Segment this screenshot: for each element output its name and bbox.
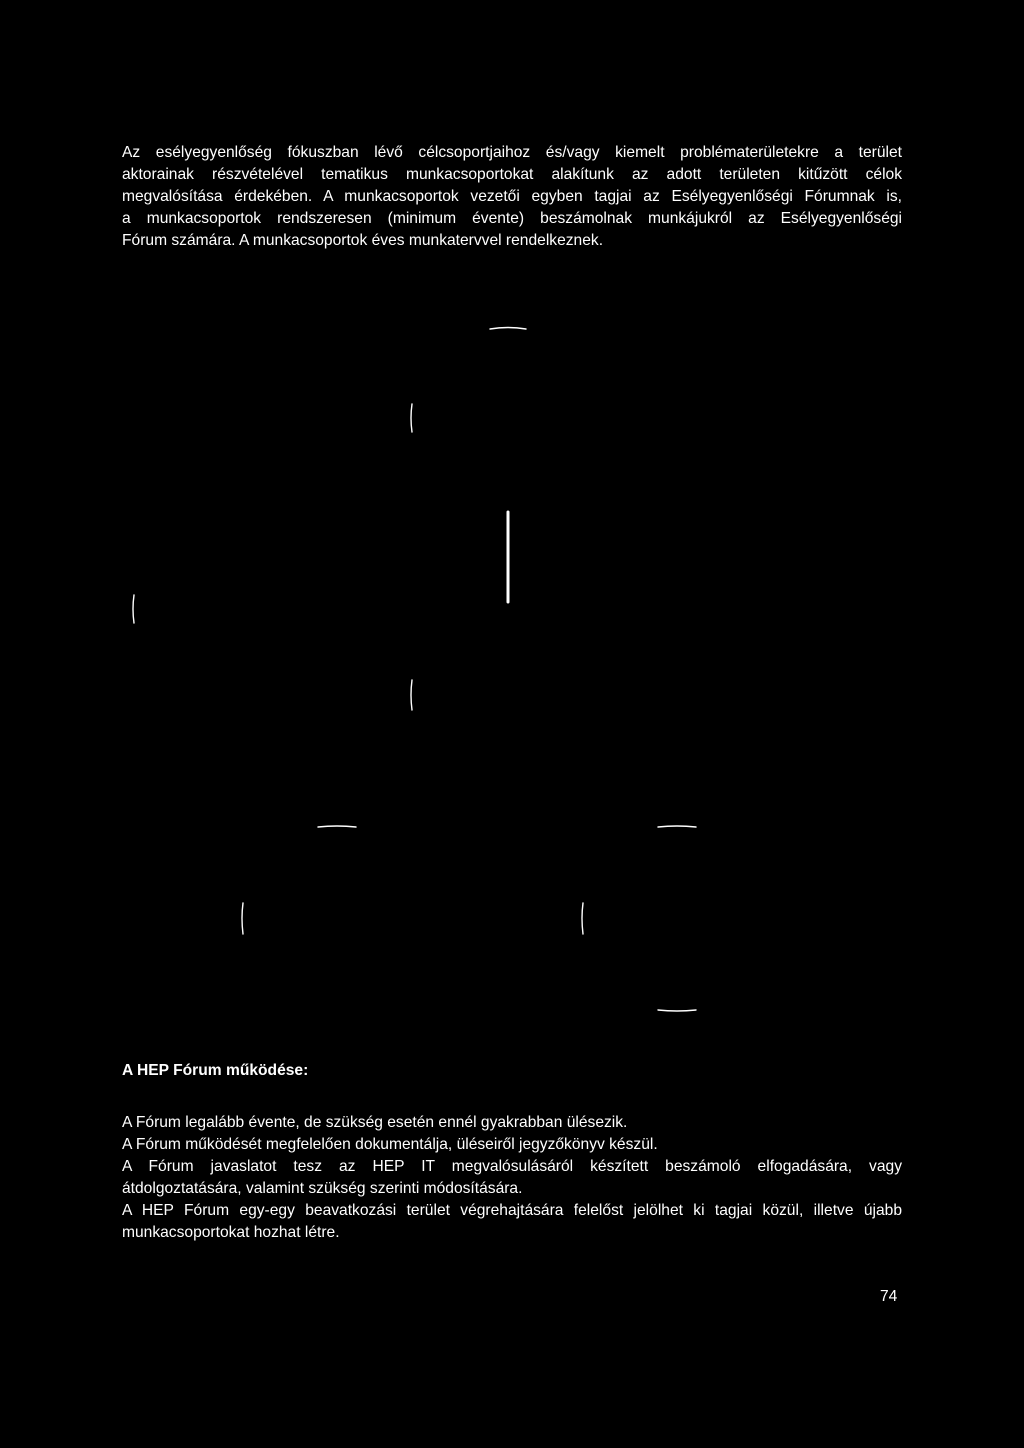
top-box-edge xyxy=(490,328,526,330)
intro-line: megvalósítása érdekében. A munkacsoportok vezetői egyben tagjai az Esélyegyenlőségi Fórumnak is, xyxy=(122,188,902,205)
intro-line: a munkacsoportok rendszeresen (minimum évente) beszámolnak munkájukról az Esélyegyenlőségi xyxy=(122,210,902,227)
intro-line: Fórum számára. A munkacsoportok éves munkatervvel rendelkeznek. xyxy=(122,232,604,249)
section-title: A HEP Fórum működése: xyxy=(122,1062,309,1079)
intro-line: aktorainak részvételével tematikus munkacsoportokat alakítunk az adott területen kitűzött célok xyxy=(122,166,902,183)
box-left-bracket xyxy=(411,680,412,710)
rule-line: A Fórum működését megfelelően dokumentálja, üléseiről jegyzőkönyv készül. xyxy=(122,1136,658,1153)
org-diagram-remnants xyxy=(0,300,1024,1040)
box-bottom-edge xyxy=(658,1010,696,1011)
rule-line: A Fórum legalább évente, de szükség esetén ennél gyakrabban ülésezik. xyxy=(122,1114,628,1131)
box-left-bracket xyxy=(582,903,583,934)
box-left-bracket xyxy=(242,903,243,934)
intro-paragraph xyxy=(122,142,902,252)
box-left-bracket xyxy=(133,595,134,623)
rule-line: A Fórum javaslatot tesz az HEP IT megvalósulásáról készített beszámoló elfogadására, vagy xyxy=(122,1158,902,1175)
rule-line: munkacsoportokat hozhat létre. xyxy=(122,1224,340,1241)
page-number: 74 xyxy=(880,1288,898,1305)
forum-rules xyxy=(122,1112,902,1244)
box-left-bracket xyxy=(411,404,412,432)
rule-line: A HEP Fórum egy-egy beavatkozási terület végrehajtására felelőst jelölhet ki tagjai közül, illetve újabb xyxy=(122,1202,902,1219)
box-top-edge xyxy=(658,826,696,827)
rule-line: átdolgoztatására, valamint szükség szerinti módosítására. xyxy=(122,1180,523,1197)
intro-line: Az esélyegyenlőség fókuszban lévő célcsoportjaihoz és/vagy kiemelt problématerületekre a terület xyxy=(122,144,902,161)
box-top-edge xyxy=(318,826,356,827)
